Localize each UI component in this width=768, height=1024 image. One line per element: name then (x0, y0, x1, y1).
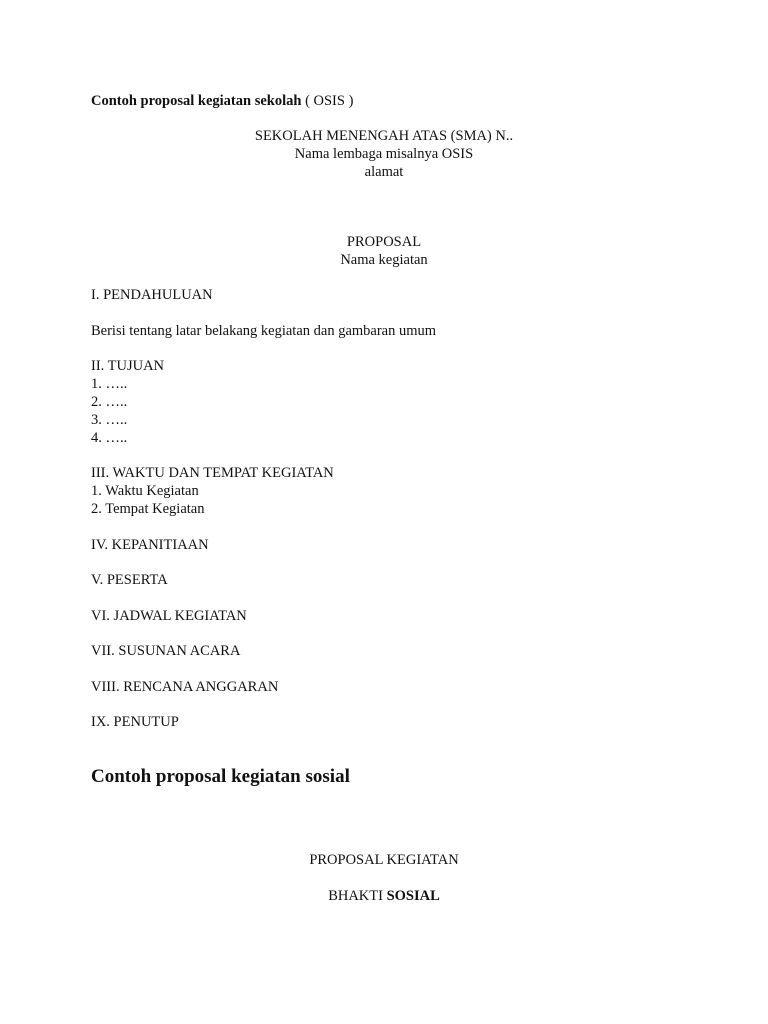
osis-title-suffix: ( OSIS ) (301, 93, 354, 109)
section-goals: II. TUJUAN (91, 358, 165, 374)
section-participants: V. PESERTA (91, 572, 168, 588)
section-agenda: VII. SUSUNAN ACARA (91, 643, 241, 659)
section-committee: IV. KEPANITIAAN (91, 537, 209, 553)
section-schedule: VI. JADWAL KEGIATAN (91, 608, 247, 624)
section-introduction-body: Berisi tentang latar belakang kegiatan dan gambaran umum (91, 323, 437, 339)
social-proposal-heading: Contoh proposal kegiatan sosial (91, 766, 350, 787)
social-proposal-label: PROPOSAL KEGIATAN (309, 852, 459, 868)
section-time-place: III. WAKTU DAN TEMPAT KEGIATAN (91, 465, 334, 481)
social-title-bold: SOSIAL (386, 888, 440, 904)
time-place-item: 1. Waktu Kegiatan (91, 483, 199, 499)
goal-item: 2. ….. (91, 394, 128, 410)
time-place-item: 2. Tempat Kegiatan (91, 501, 205, 517)
osis-title-bold: Contoh proposal kegiatan sekolah (91, 93, 302, 109)
goal-item: 1. ….. (91, 376, 128, 392)
section-closing: IX. PENUTUP (91, 714, 179, 730)
proposal-label: PROPOSAL (346, 234, 422, 250)
goal-item: 3. ….. (91, 412, 128, 428)
goal-item: 4. ….. (91, 430, 128, 446)
section-introduction: I. PENDAHULUAN (91, 287, 213, 303)
activity-name: Nama kegiatan (340, 252, 428, 268)
document-body (91, 92, 677, 905)
school-name: SEKOLAH MENENGAH ATAS (SMA) N.. (254, 128, 514, 144)
school-address: alamat (364, 164, 404, 180)
section-budget: VIII. RENCANA ANGGARAN (91, 679, 279, 695)
osis-proposal-title (91, 92, 677, 110)
social-proposal-title (91, 887, 677, 905)
social-title-plain: BHAKTI (328, 888, 387, 904)
institution-name: Nama lembaga misalnya OSIS (294, 146, 474, 162)
